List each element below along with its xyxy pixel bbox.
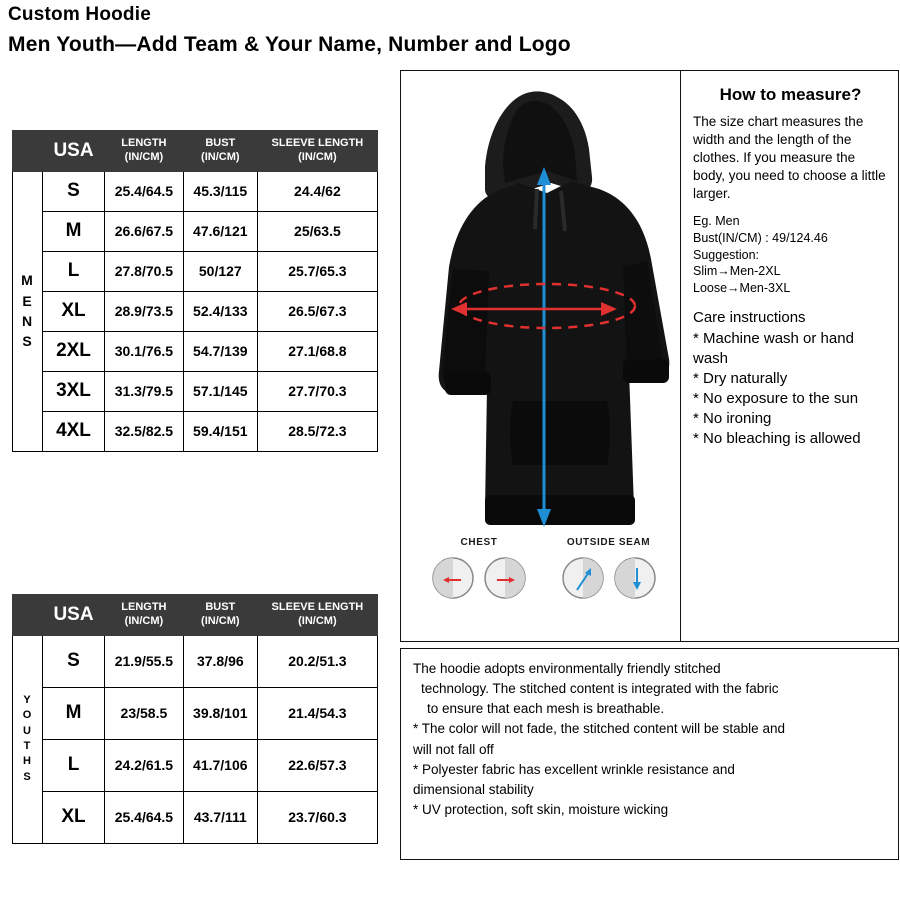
example-line-4: Slim→Men-2XL xyxy=(693,264,781,279)
example-line-5: Loose→Men-3XL xyxy=(693,281,791,296)
cell-length: 23/58.5 xyxy=(105,687,184,739)
cell-sleeve: 26.5/67.3 xyxy=(257,291,377,331)
seam-left-icon xyxy=(561,556,605,600)
cell-length: 30.1/76.5 xyxy=(105,331,184,371)
cell-bust: 47.6/121 xyxy=(183,211,257,251)
cell-length: 25.4/64.5 xyxy=(105,171,184,211)
description-line: The hoodie adopts environmentally friendly stitched xyxy=(413,661,721,676)
col-sleeve-line2: (IN/CM) xyxy=(298,150,337,163)
cell-sleeve: 20.2/51.3 xyxy=(257,635,377,687)
cell-sleeve: 25.7/65.3 xyxy=(257,251,377,291)
seam-measure-group xyxy=(546,537,671,600)
fabric-description-panel xyxy=(400,648,899,860)
table-row xyxy=(13,291,378,331)
col-sleeve-line1: SLEEVE LENGTH xyxy=(271,601,364,613)
chest-right-icon xyxy=(483,556,527,600)
example-line-2: Bust(IN/CM) : 49/124.46 xyxy=(693,230,828,245)
cell-size: S xyxy=(43,635,105,687)
col-length-line1: LENGTH xyxy=(121,137,167,149)
cell-sleeve: 21.4/54.3 xyxy=(257,687,377,739)
table-row xyxy=(13,739,378,791)
col-length xyxy=(105,131,184,172)
table-row xyxy=(13,687,378,739)
cell-length: 26.6/67.5 xyxy=(105,211,184,251)
cell-sleeve: 25/63.5 xyxy=(257,211,377,251)
table-row xyxy=(13,211,378,251)
cell-bust: 43.7/111 xyxy=(183,791,257,843)
mens-size-table xyxy=(12,130,378,452)
col-bust xyxy=(183,595,257,636)
cell-size: 2XL xyxy=(43,331,105,371)
table-row xyxy=(13,791,378,843)
cell-bust: 50/127 xyxy=(183,251,257,291)
cell-bust: 52.4/133 xyxy=(183,291,257,331)
col-sleeve xyxy=(257,131,377,172)
description-line: * Polyester fabric has excellent wrinkle resistance and xyxy=(413,761,735,777)
care-item: * No exposure to the sun xyxy=(693,389,859,407)
how-to-measure-panel xyxy=(681,70,899,642)
cell-sleeve: 27.7/70.3 xyxy=(257,371,377,411)
hoodie-image-panel xyxy=(400,70,681,642)
col-bust-line1: BUST xyxy=(205,601,236,613)
description-line: technology. The stitched content is integrated with the fabric xyxy=(421,681,779,697)
cell-size: 3XL xyxy=(43,371,105,411)
chest-measure-group xyxy=(419,537,539,600)
chest-left-icon xyxy=(431,556,475,600)
how-to-measure-text: The size chart measures the width and the length of the clothes. If you measure the body, you need to choose a little larger. xyxy=(693,114,886,201)
cell-length: 28.9/73.5 xyxy=(105,291,184,331)
cell-bust: 37.8/96 xyxy=(183,635,257,687)
col-sleeve-line1: SLEEVE LENGTH xyxy=(271,137,364,149)
cell-size: M xyxy=(43,687,105,739)
how-to-measure-heading: How to measure? xyxy=(719,85,862,104)
care-item: * Dry naturally xyxy=(693,370,788,388)
youth-vertical-label-text: Y O U T H S xyxy=(22,693,33,783)
cell-sleeve: 24.4/62 xyxy=(257,171,377,211)
cell-size: XL xyxy=(43,791,105,843)
table-header-row xyxy=(13,131,378,172)
hoodie-svg xyxy=(401,71,681,531)
col-bust xyxy=(183,131,257,172)
example-line-1: Eg. Men xyxy=(693,213,740,228)
description-line: * The color will not fade, the stitched content will be stable and xyxy=(413,721,785,737)
table-row xyxy=(13,171,378,211)
chest-icons xyxy=(419,556,539,600)
cell-size: M xyxy=(43,211,105,251)
youth-side-header xyxy=(13,595,43,636)
example-line-3: Suggestion: xyxy=(693,247,760,262)
table-row xyxy=(13,331,378,371)
cell-length: 24.2/61.5 xyxy=(105,739,184,791)
col-length xyxy=(105,595,184,636)
seam-icons xyxy=(546,556,671,600)
col-bust-line2: (IN/CM) xyxy=(201,150,240,163)
cell-size: 4XL xyxy=(43,411,105,451)
care-item: * No bleaching is allowed xyxy=(693,429,861,447)
col-length-line1: LENGTH xyxy=(121,601,167,613)
col-length-line2: (IN/CM) xyxy=(124,614,164,627)
description-line: * UV protection, soft skin, moisture wicking xyxy=(413,802,669,818)
cell-size: XL xyxy=(43,291,105,331)
cell-bust: 45.3/115 xyxy=(183,171,257,211)
description-line: to ensure that each mesh is breathable. xyxy=(427,701,665,717)
description-line: dimensional stability xyxy=(413,781,534,797)
mens-vertical-label-text: M E N S xyxy=(21,272,34,350)
table-row xyxy=(13,371,378,411)
cell-length: 21.9/55.5 xyxy=(105,635,184,687)
table-row xyxy=(13,635,378,687)
cell-sleeve: 28.5/72.3 xyxy=(257,411,377,451)
table-header-row xyxy=(13,595,378,636)
outside-seam-label: OUTSIDE SEAM xyxy=(566,537,651,548)
seam-right-icon xyxy=(613,556,657,600)
cell-size: L xyxy=(43,739,105,791)
cell-size: L xyxy=(43,251,105,291)
care-item: * No ironing xyxy=(693,409,772,427)
page-subtitle: Men Youth—Add Team & Your Name, Number and Logo xyxy=(8,33,571,56)
cell-length: 31.3/79.5 xyxy=(105,371,184,411)
cell-bust: 54.7/139 xyxy=(183,331,257,371)
cell-size: S xyxy=(43,171,105,211)
table-row xyxy=(13,251,378,291)
col-length-line2: (IN/CM) xyxy=(124,150,164,163)
cell-bust: 57.1/145 xyxy=(183,371,257,411)
cell-sleeve: 23.7/60.3 xyxy=(257,791,377,843)
col-sleeve-line2: (IN/CM) xyxy=(298,614,337,627)
mens-side-header xyxy=(13,131,43,172)
col-bust-line2: (IN/CM) xyxy=(201,614,240,627)
youth-size-table xyxy=(12,594,378,844)
cell-bust: 59.4/151 xyxy=(183,411,257,451)
cell-sleeve: 22.6/57.3 xyxy=(257,739,377,791)
hoodie-illustration xyxy=(401,71,681,531)
description-line: will not fall off xyxy=(413,741,494,757)
cell-length: 32.5/82.5 xyxy=(105,411,184,451)
col-usa: USA xyxy=(43,595,105,636)
care-instructions-heading: Care instructions xyxy=(693,309,806,327)
cell-length: 27.8/70.5 xyxy=(105,251,184,291)
col-bust-line1: BUST xyxy=(205,137,236,149)
cell-length: 25.4/64.5 xyxy=(105,791,184,843)
col-sleeve xyxy=(257,595,377,636)
col-usa: USA xyxy=(43,131,105,172)
cell-bust: 41.7/106 xyxy=(183,739,257,791)
chest-label: CHEST xyxy=(460,537,498,548)
youth-vertical-label xyxy=(13,635,43,843)
cell-sleeve: 27.1/68.8 xyxy=(257,331,377,371)
care-item: * Machine wash or hand wash xyxy=(693,330,854,368)
cell-bust: 39.8/101 xyxy=(183,687,257,739)
table-row xyxy=(13,411,378,451)
page-title: Custom Hoodie xyxy=(8,4,151,25)
mens-vertical-label xyxy=(13,171,43,451)
